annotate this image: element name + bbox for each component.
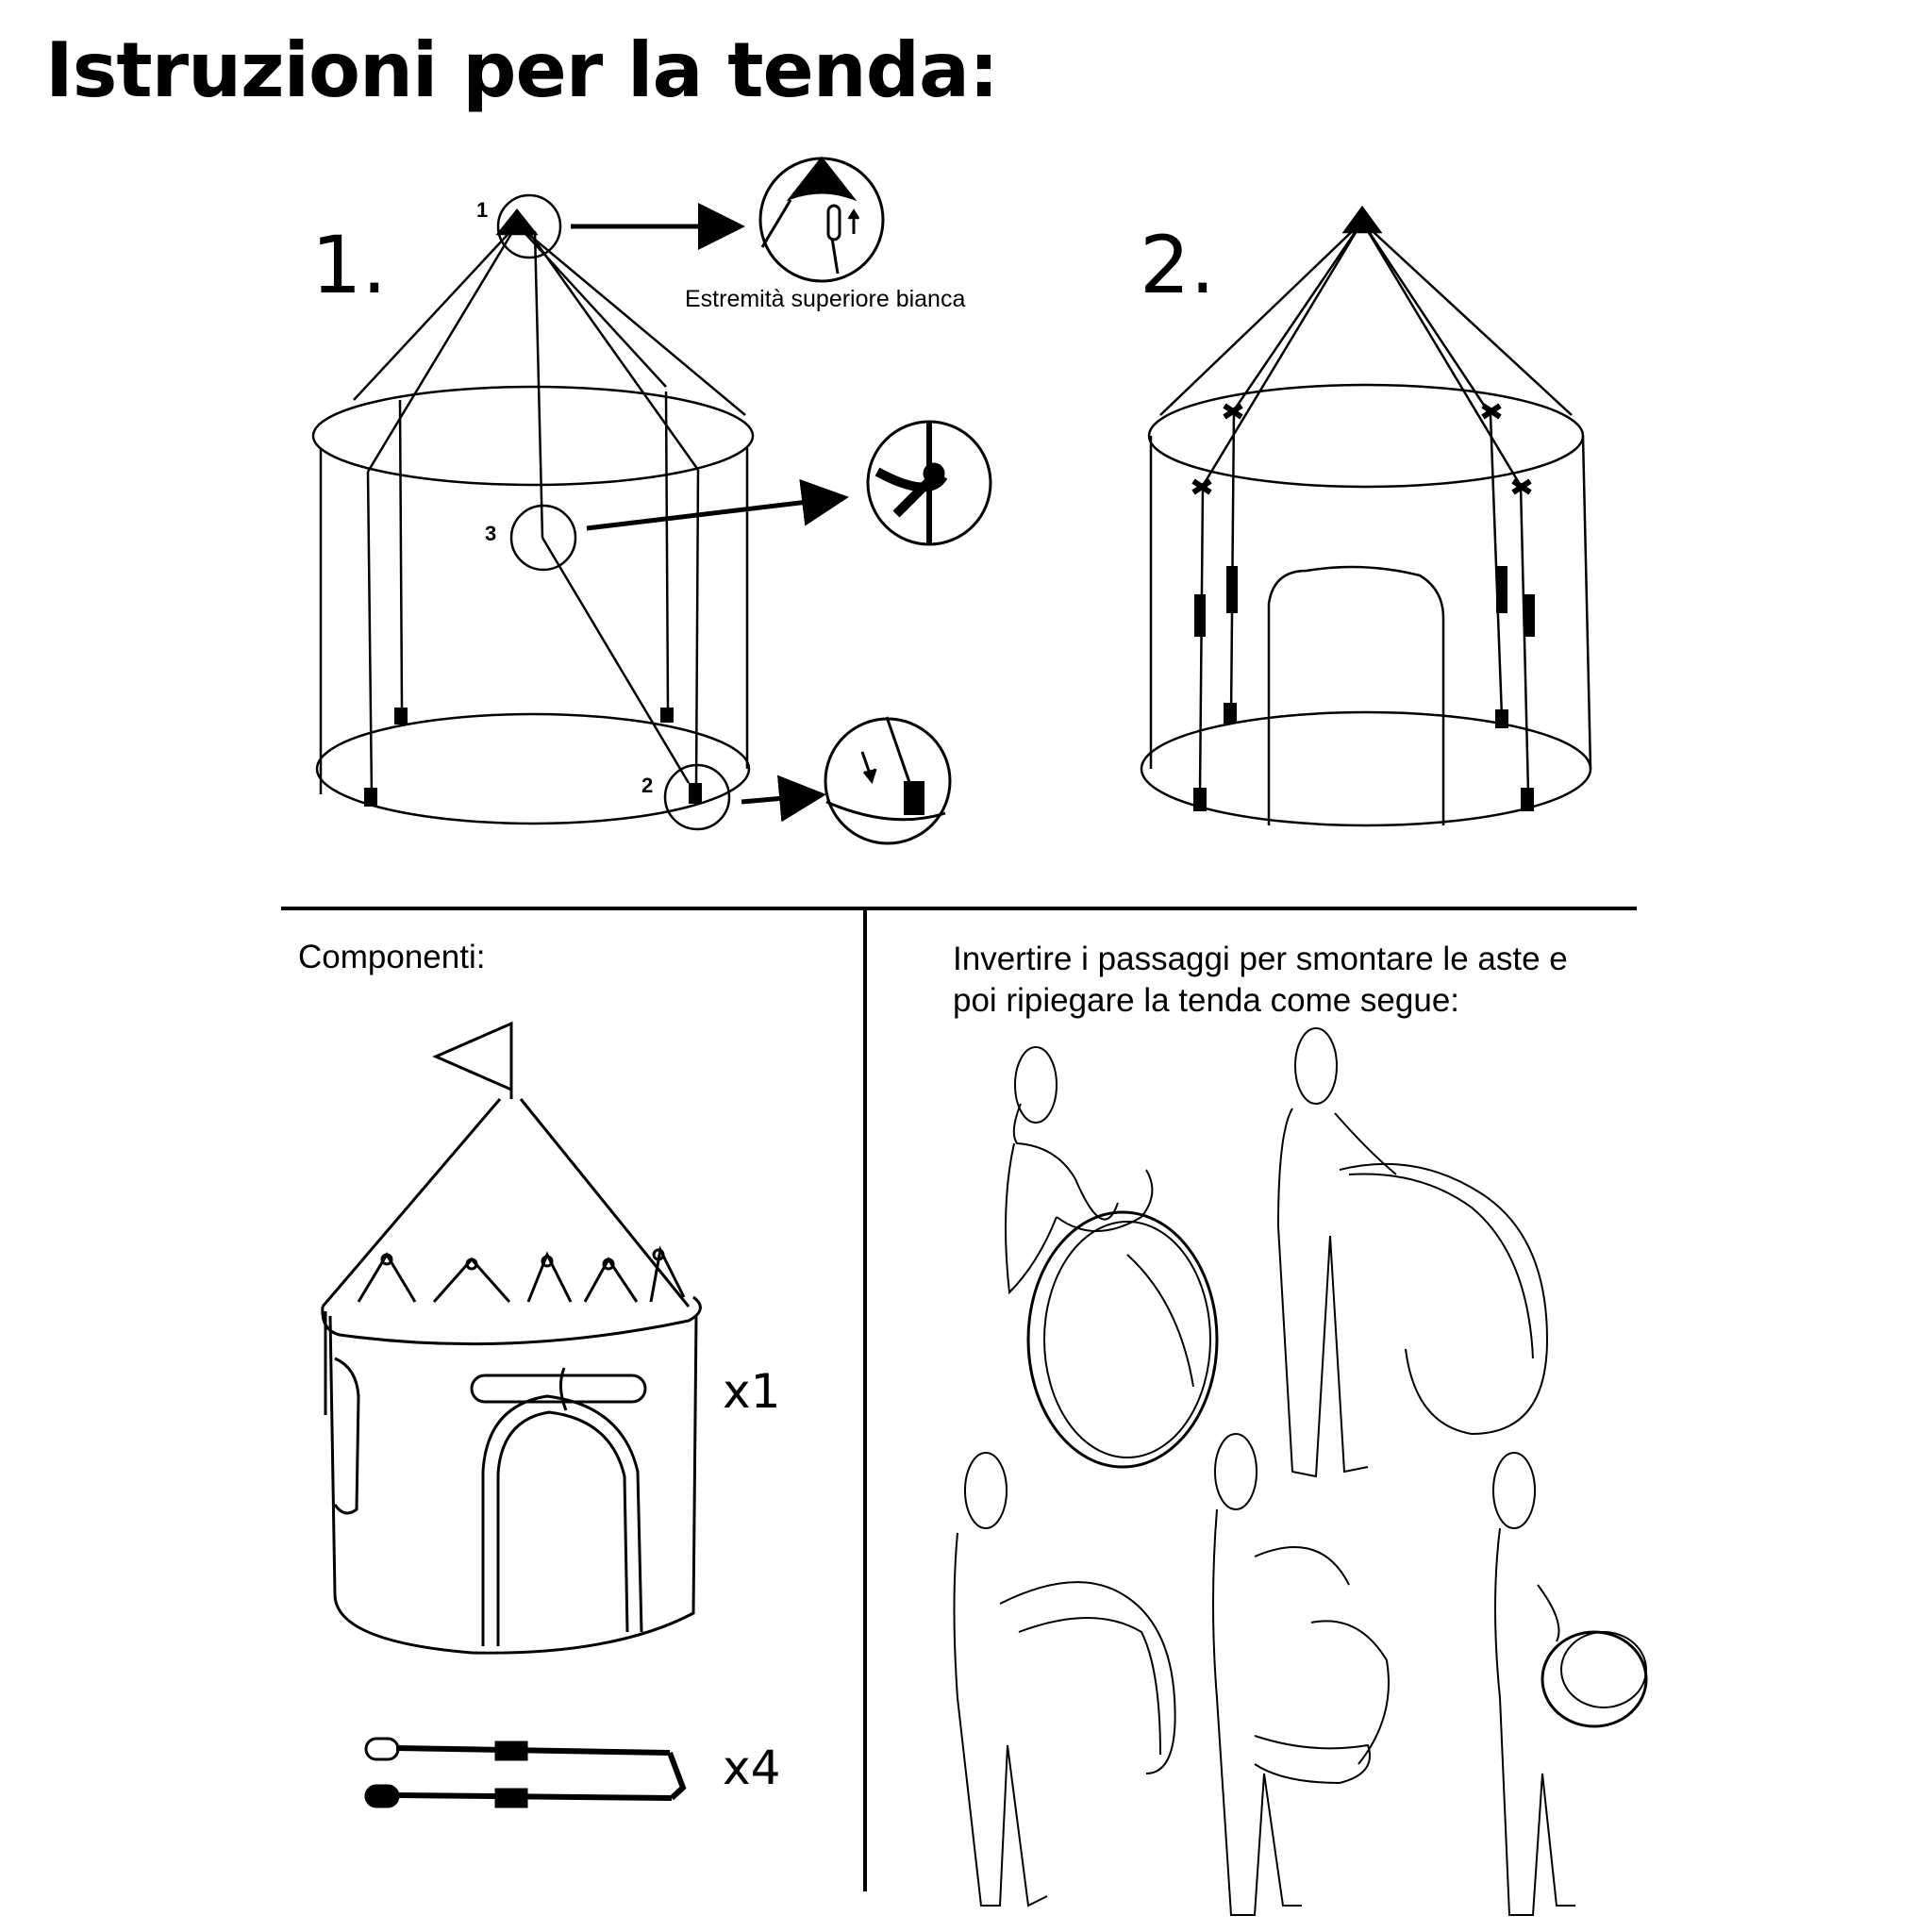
folding-step-4-figure bbox=[1213, 1434, 1389, 1915]
poles-illustration bbox=[366, 1739, 683, 1807]
step-1-tent-diagram bbox=[313, 195, 840, 829]
zoom-detail-top bbox=[760, 158, 883, 281]
tent2-top-ring bbox=[1149, 385, 1583, 487]
fold-instructions-line-2: poi ripiegare la tenda come segue: bbox=[953, 982, 1460, 1019]
callout-label-3: 3 bbox=[485, 522, 497, 545]
fold-instructions-line-1: Invertire i passaggi per smontare le aste e bbox=[953, 941, 1568, 977]
zoom-detail-foot bbox=[825, 717, 950, 843]
tent-top-ring bbox=[313, 387, 753, 485]
poles-quantity: x4 bbox=[723, 1740, 781, 1795]
page-title: Istruzioni per la tenda: bbox=[45, 26, 998, 114]
step-2-number: 2. bbox=[1140, 219, 1216, 311]
components-heading: Componenti: bbox=[298, 939, 486, 975]
folding-step-5-figure bbox=[1493, 1453, 1646, 1915]
folding-step-2-figure bbox=[1278, 1028, 1547, 1476]
step-2-tent-diagram bbox=[1141, 208, 1591, 825]
roof-peak bbox=[498, 210, 536, 234]
step-1-number: 1. bbox=[311, 219, 388, 311]
tent-quantity: x1 bbox=[723, 1364, 781, 1419]
folding-step-1-figure bbox=[1006, 1047, 1217, 1467]
folding-step-3-figure bbox=[955, 1453, 1175, 1906]
white-top-caption: Estremità superiore bianca bbox=[685, 286, 966, 312]
castle-tent-illustration bbox=[323, 1024, 701, 1653]
zoom-detail-knot bbox=[868, 422, 991, 544]
callout-label-2: 2 bbox=[641, 774, 654, 797]
callout-label-1: 1 bbox=[476, 198, 489, 222]
